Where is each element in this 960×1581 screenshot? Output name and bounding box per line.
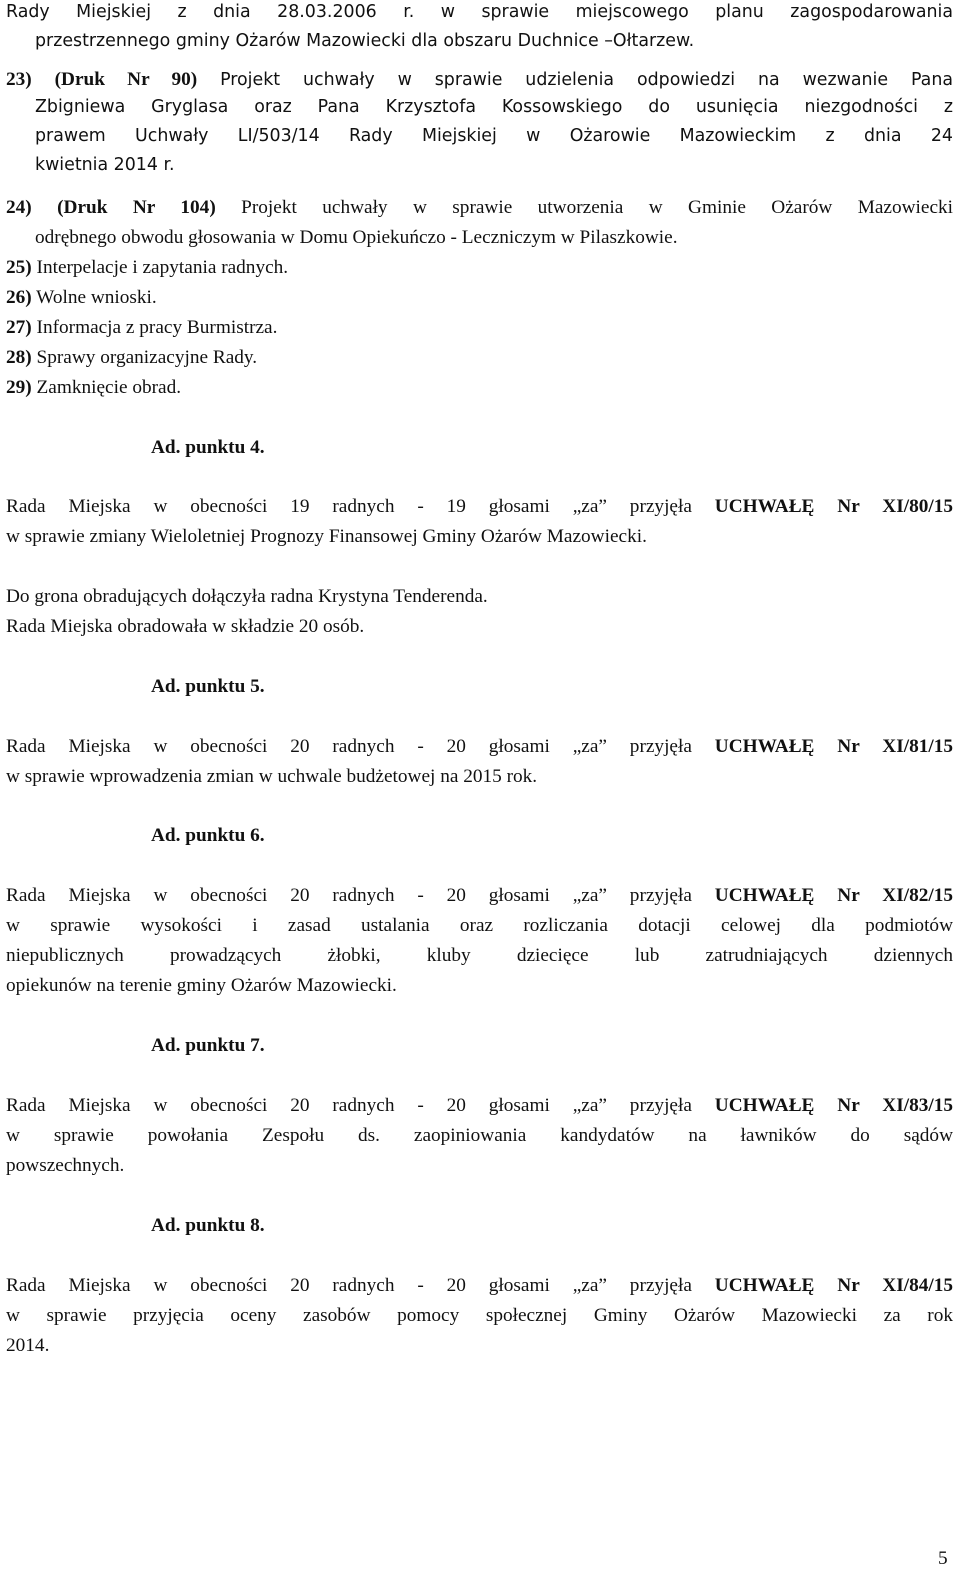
resolution-number: UCHWAŁĘ Nr XI/81/15 — [714, 736, 953, 757]
resolution-text: Rada Miejska w obecności 20 radnych - 20 głosami „za” przyjęła — [6, 1095, 715, 1116]
agenda-item-28 — [6, 348, 257, 367]
section-8-line-1: w sprawie przyjęcia oceny zasobów pomocy społecznej Gminy Ożarów Mazowiecki za rok — [6, 1305, 953, 1326]
druk-label: (Druk Nr 90) — [54, 69, 198, 90]
resolution-text: Rada Miejska w obecności 20 radnych - 20 głosami „za” przyjęła — [6, 1275, 715, 1296]
item-23-line-3: prawem Uchwały LI/503/14 Rady Miejskiej w Ożarowie Mazowieckim z dnia 24 — [35, 126, 953, 146]
resolution-line-4 — [6, 497, 953, 516]
section-heading-5: Ad. punktu 5. — [151, 676, 265, 697]
item-number: 25) — [6, 257, 32, 278]
item-number: 28) — [6, 347, 32, 368]
agenda-item-23 — [6, 70, 953, 89]
item-24-line-2: odrębnego obwodu głosowania w Domu Opiekuńczo - Leczniczym w Pilaszkowie. — [35, 227, 678, 248]
resolution-line-8 — [6, 1276, 953, 1295]
resolution-text: Rada Miejska w obecności 20 radnych - 20 głosami „za” przyjęła — [6, 736, 715, 757]
section-5-line-1: w sprawie wprowadzenia zmian w uchwale budżetowej na 2015 rok. — [6, 766, 538, 787]
resolution-number: UCHWAŁĘ Nr XI/82/15 — [714, 885, 953, 906]
resolution-line-6 — [6, 886, 953, 905]
item-23-line-2: Zbigniewa Gryglasa oraz Pana Krzysztofa Kossowskiego do usunięcia niezgodności z — [35, 97, 953, 117]
agenda-item-24 — [6, 198, 953, 217]
resolution-text: Rada Miejska w obecności 19 radnych - 19 głosami „za” przyjęła — [6, 496, 715, 517]
carry-line-2: przestrzennego gminy Ożarów Mazowiecki dla obszaru Duchnice –Ołtarzew. — [35, 31, 695, 51]
agenda-item-29 — [6, 378, 181, 397]
agenda-item-27 — [6, 318, 277, 337]
druk-label: (Druk Nr 104) — [57, 197, 216, 218]
item-number: 27) — [6, 317, 32, 338]
section-heading-4: Ad. punktu 4. — [151, 437, 265, 458]
section-7-line-2: powszechnych. — [6, 1155, 125, 1176]
page-number: 5 — [938, 1548, 948, 1569]
section-heading-7: Ad. punktu 7. — [151, 1035, 265, 1056]
item-number: 26) — [6, 287, 32, 308]
item-text: Zamknięcie obrad. — [31, 377, 182, 398]
item-text: Projekt uchwały w sprawie utworzenia w Gminie Ożarów Mazowiecki — [215, 197, 953, 218]
resolution-number: UCHWAŁĘ Nr XI/80/15 — [714, 496, 953, 517]
item-number: 29) — [6, 377, 32, 398]
section-7-line-1: w sprawie powołania Zespołu ds. zaopiniowania kandydatów na ławników do sądów — [6, 1125, 953, 1146]
item-text: Wolne wnioski. — [31, 287, 157, 308]
section-4-line-1: w sprawie zmiany Wieloletniej Prognozy Finansowej Gminy Ożarów Mazowiecki. — [6, 526, 647, 547]
agenda-item-25 — [6, 258, 288, 277]
section-heading-8: Ad. punktu 8. — [151, 1215, 265, 1236]
section-heading-6: Ad. punktu 6. — [151, 825, 265, 846]
item-text: Projekt uchwały w sprawie udzielenia odpowiedzi na wezwanie Pana — [197, 70, 953, 90]
resolution-number: UCHWAŁĘ Nr XI/83/15 — [714, 1095, 953, 1116]
section-4-extra-1: Do grona obradujących dołączyła radna Krystyna Tenderenda. — [6, 586, 488, 607]
item-number: 24) — [6, 197, 32, 218]
section-4-extra-2: Rada Miejska obradowała w składzie 20 osób. — [6, 616, 365, 637]
section-6-line-2: niepublicznych prowadzących żłobki, kluby dziecięce lub zatrudniających dziennych — [6, 945, 953, 966]
item-23-line-4: kwietnia 2014 r. — [35, 155, 175, 175]
agenda-item-26 — [6, 288, 157, 307]
item-text: Informacja z pracy Burmistrza. — [31, 317, 278, 338]
item-number: 23) — [6, 69, 32, 90]
carry-line-1: Rady Miejskiej z dnia 28.03.2006 r. w sprawie miejscowego planu zagospodarowania — [6, 2, 953, 22]
resolution-number: UCHWAŁĘ Nr XI/84/15 — [714, 1275, 953, 1296]
item-text: Interpelacje i zapytania radnych. — [31, 257, 289, 278]
section-6-line-1: w sprawie wysokości i zasad ustalania oraz rozliczania dotacji celowej dla podmiotów — [6, 915, 953, 936]
section-6-line-3: opiekunów na terenie gminy Ożarów Mazowiecki. — [6, 975, 397, 996]
item-text: Sprawy organizacyjne Rady. — [31, 347, 258, 368]
resolution-line-5 — [6, 737, 953, 756]
resolution-line-7 — [6, 1096, 953, 1115]
section-8-line-2: 2014. — [6, 1335, 50, 1356]
resolution-text: Rada Miejska w obecności 20 radnych - 20 głosami „za” przyjęła — [6, 885, 715, 906]
